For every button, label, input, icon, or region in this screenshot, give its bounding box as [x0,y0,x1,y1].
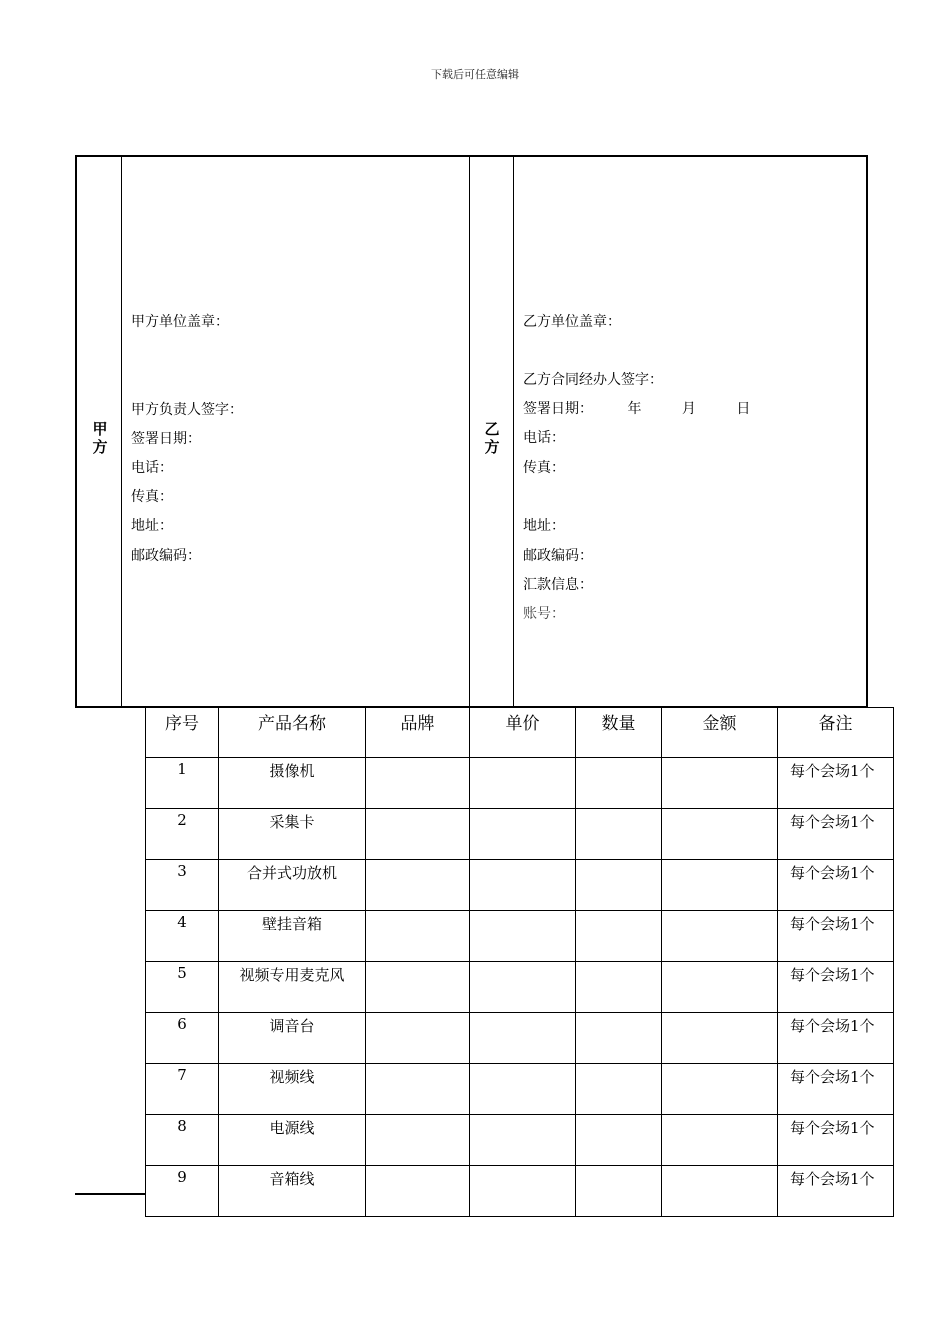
header-amount: 金额 [662,708,778,758]
party-a-postcode-field: 邮政编码： [131,548,201,564]
party-a-fax-field: 传真： [131,489,173,505]
party-b-seal-field: 乙方单位盖章： [523,314,621,330]
cell-amount [662,1166,778,1217]
cell-name: 壁挂音箱 [219,911,366,962]
header-price: 单价 [470,708,576,758]
cell-qty [576,809,662,860]
header-qty: 数量 [576,708,662,758]
party-b-remit-field: 汇款信息： [523,577,593,593]
party-b-fax-field: 传真： [523,460,565,476]
cell-amount [662,758,778,809]
cell-no: 2 [146,809,219,860]
cell-brand [366,1115,470,1166]
table-row [146,1166,894,1217]
cell-price [470,758,576,809]
cell-qty [576,1166,662,1217]
cell-name: 摄像机 [219,758,366,809]
party-b-address-field: 地址： [523,518,565,534]
cell-qty [576,860,662,911]
table-row [146,860,894,911]
cell-no: 6 [146,1013,219,1064]
party-a-seal-field: 甲方单位盖章： [131,314,229,330]
cell-brand [366,809,470,860]
cell-remark: 每个会场1个 [778,1064,894,1115]
cell-brand [366,1064,470,1115]
cell-brand [366,758,470,809]
cell-brand [366,962,470,1013]
cell-remark: 每个会场1个 [778,1013,894,1064]
table-row [146,809,894,860]
cell-amount [662,1013,778,1064]
cell-remark: 每个会场1个 [778,860,894,911]
cell-name: 调音台 [219,1013,366,1064]
cell-qty [576,911,662,962]
cell-qty [576,758,662,809]
cell-price [470,860,576,911]
cell-amount [662,809,778,860]
table-row [146,1064,894,1115]
year-label: 年 [627,401,642,417]
cell-qty [576,1013,662,1064]
cell-price [470,1064,576,1115]
cell-no: 1 [146,758,219,809]
cell-no: 3 [146,860,219,911]
table-row [146,911,894,962]
cell-brand [366,1166,470,1217]
cell-name: 合并式功放机 [219,860,366,911]
header-brand: 品牌 [366,708,470,758]
party-b-label [477,420,507,456]
product-table [145,707,894,1217]
cell-remark: 每个会场1个 [778,1166,894,1217]
cell-name: 电源线 [219,1115,366,1166]
cell-remark: 每个会场1个 [778,962,894,1013]
cell-no: 7 [146,1064,219,1115]
party-a-label-top: 甲 [92,420,108,438]
cell-name: 视频线 [219,1064,366,1115]
party-b-phone-field: 电话： [523,430,565,446]
cell-qty [576,962,662,1013]
cell-amount [662,911,778,962]
divider [513,157,514,706]
cell-brand [366,860,470,911]
party-b-label-top: 乙 [484,420,500,438]
party-a-label-bottom: 方 [92,438,108,456]
day-label: 日 [736,401,751,417]
cell-amount [662,1115,778,1166]
cell-qty [576,1064,662,1115]
page-header-note: 下载后可任意编辑 [431,68,519,81]
cell-qty [576,1115,662,1166]
party-a-date-field: 签署日期： [131,431,201,447]
cell-remark: 每个会场1个 [778,758,894,809]
divider [469,157,470,706]
cell-no: 8 [146,1115,219,1166]
party-a-label [85,420,115,456]
party-b-signer-field: 乙方合同经办人签字： [523,372,663,388]
cell-price [470,809,576,860]
table-header-row [146,708,894,758]
cell-price [470,1115,576,1166]
party-b-postcode-field: 邮政编码： [523,548,593,564]
header-name: 产品名称 [219,708,366,758]
cell-price [470,911,576,962]
table-row [146,758,894,809]
cell-price [470,1013,576,1064]
cell-no: 4 [146,911,219,962]
party-b-account-field: 账号： [523,606,565,622]
month-label: 月 [681,401,696,417]
cell-amount [662,860,778,911]
header-remark: 备注 [778,708,894,758]
party-b-date-label: 签署日期： [523,401,593,417]
cell-no: 9 [146,1166,219,1217]
table-row [146,962,894,1013]
cell-remark: 每个会场1个 [778,809,894,860]
cell-no: 5 [146,962,219,1013]
table-bottom-rule [75,1193,145,1195]
cell-name: 采集卡 [219,809,366,860]
table-row [146,1013,894,1064]
party-b-date-field [523,400,750,418]
party-a-phone-field: 电话： [131,460,173,476]
cell-price [470,1166,576,1217]
cell-amount [662,1064,778,1115]
cell-remark: 每个会场1个 [778,1115,894,1166]
cell-amount [662,962,778,1013]
cell-name: 视频专用麦克风 [219,962,366,1013]
party-a-address-field: 地址： [131,518,173,534]
cell-brand [366,911,470,962]
party-b-label-bottom: 方 [484,438,500,456]
divider [121,157,122,706]
cell-remark: 每个会场1个 [778,911,894,962]
cell-price [470,962,576,1013]
header-no: 序号 [146,708,219,758]
party-a-signer-field: 甲方负责人签字： [131,402,243,418]
cell-name: 音箱线 [219,1166,366,1217]
cell-brand [366,1013,470,1064]
table-row [146,1115,894,1166]
signature-block [75,155,868,708]
